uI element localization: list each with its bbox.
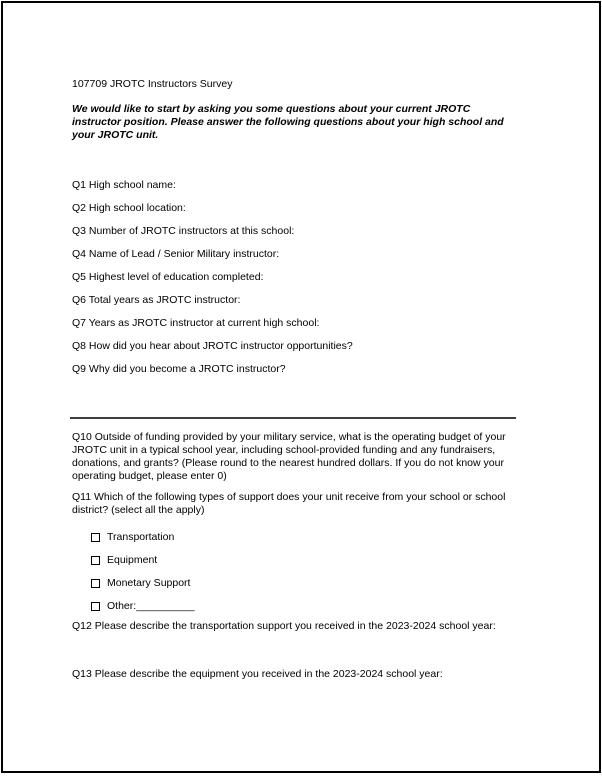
question-q1: Q1 High school name:	[72, 179, 176, 191]
checkbox-transportation[interactable]	[91, 533, 100, 542]
intro-line: instructor position. Please answer the following questions about your high school and	[72, 116, 504, 128]
option-row-equipment	[72, 554, 534, 567]
question-q2: Q2 High school location:	[72, 202, 186, 214]
document-page	[1, 1, 601, 773]
section-divider	[70, 417, 516, 419]
question-q3: Q3 Number of JROTC instructors at this school:	[72, 225, 295, 237]
question-q10	[72, 431, 534, 483]
checkbox-other[interactable]	[91, 602, 100, 611]
question-q4: Q4 Name of Lead / Senior Military instructor:	[72, 248, 280, 260]
option-label-transportation: Transportation	[107, 531, 175, 543]
intro-line: We would like to start by asking you some questions about your current JROTC	[72, 103, 471, 115]
question-q8: Q8 How did you hear about JROTC instructor opportunities?	[72, 340, 353, 352]
intro-paragraph	[72, 103, 534, 142]
survey-title: 107709 JROTC Instructors Survey	[72, 78, 233, 90]
question-q9: Q9 Why did you become a JROTC instructor?	[72, 363, 286, 375]
question-q10-line: donations, and grants? (Please round to the nearest hundred dollars. If you do not know your	[72, 457, 504, 469]
option-row-other	[72, 600, 534, 613]
question-q11	[72, 491, 534, 517]
other-fill-in-blank[interactable]: __________	[136, 600, 195, 612]
option-label-equipment: Equipment	[107, 554, 158, 566]
question-q7: Q7 Years as JROTC instructor at current high school:	[72, 317, 320, 329]
question-q5: Q5 Highest level of education completed:	[72, 271, 264, 283]
question-q10-line: operating budget, please enter 0)	[72, 470, 227, 482]
option-row-transportation	[72, 531, 534, 544]
question-q11-line: district? (select all the apply)	[72, 504, 205, 516]
option-row-monetary-support	[72, 577, 534, 590]
option-label-other: Other:	[107, 600, 137, 612]
question-q11-line: Q11 Which of the following types of support does your unit receive from your school or school	[72, 491, 506, 503]
question-q6: Q6 Total years as JROTC instructor:	[72, 294, 241, 306]
checkbox-monetary-support[interactable]	[91, 579, 100, 588]
checkbox-equipment[interactable]	[91, 556, 100, 565]
intro-line: your JROTC unit.	[72, 129, 159, 141]
option-label-monetary-support: Monetary Support	[107, 577, 191, 589]
question-q10-line: Q10 Outside of funding provided by your military service, what is the operating budget of your	[72, 431, 506, 443]
question-q13: Q13 Please describe the equipment you received in the 2023-2024 school year:	[72, 668, 443, 680]
question-q12: Q12 Please describe the transportation support you received in the 2023-2024 school year:	[72, 620, 496, 632]
document-content	[72, 78, 534, 681]
question-q10-line: JROTC unit in a typical school year, including school-provided funding and any fundraisers,	[72, 444, 496, 456]
